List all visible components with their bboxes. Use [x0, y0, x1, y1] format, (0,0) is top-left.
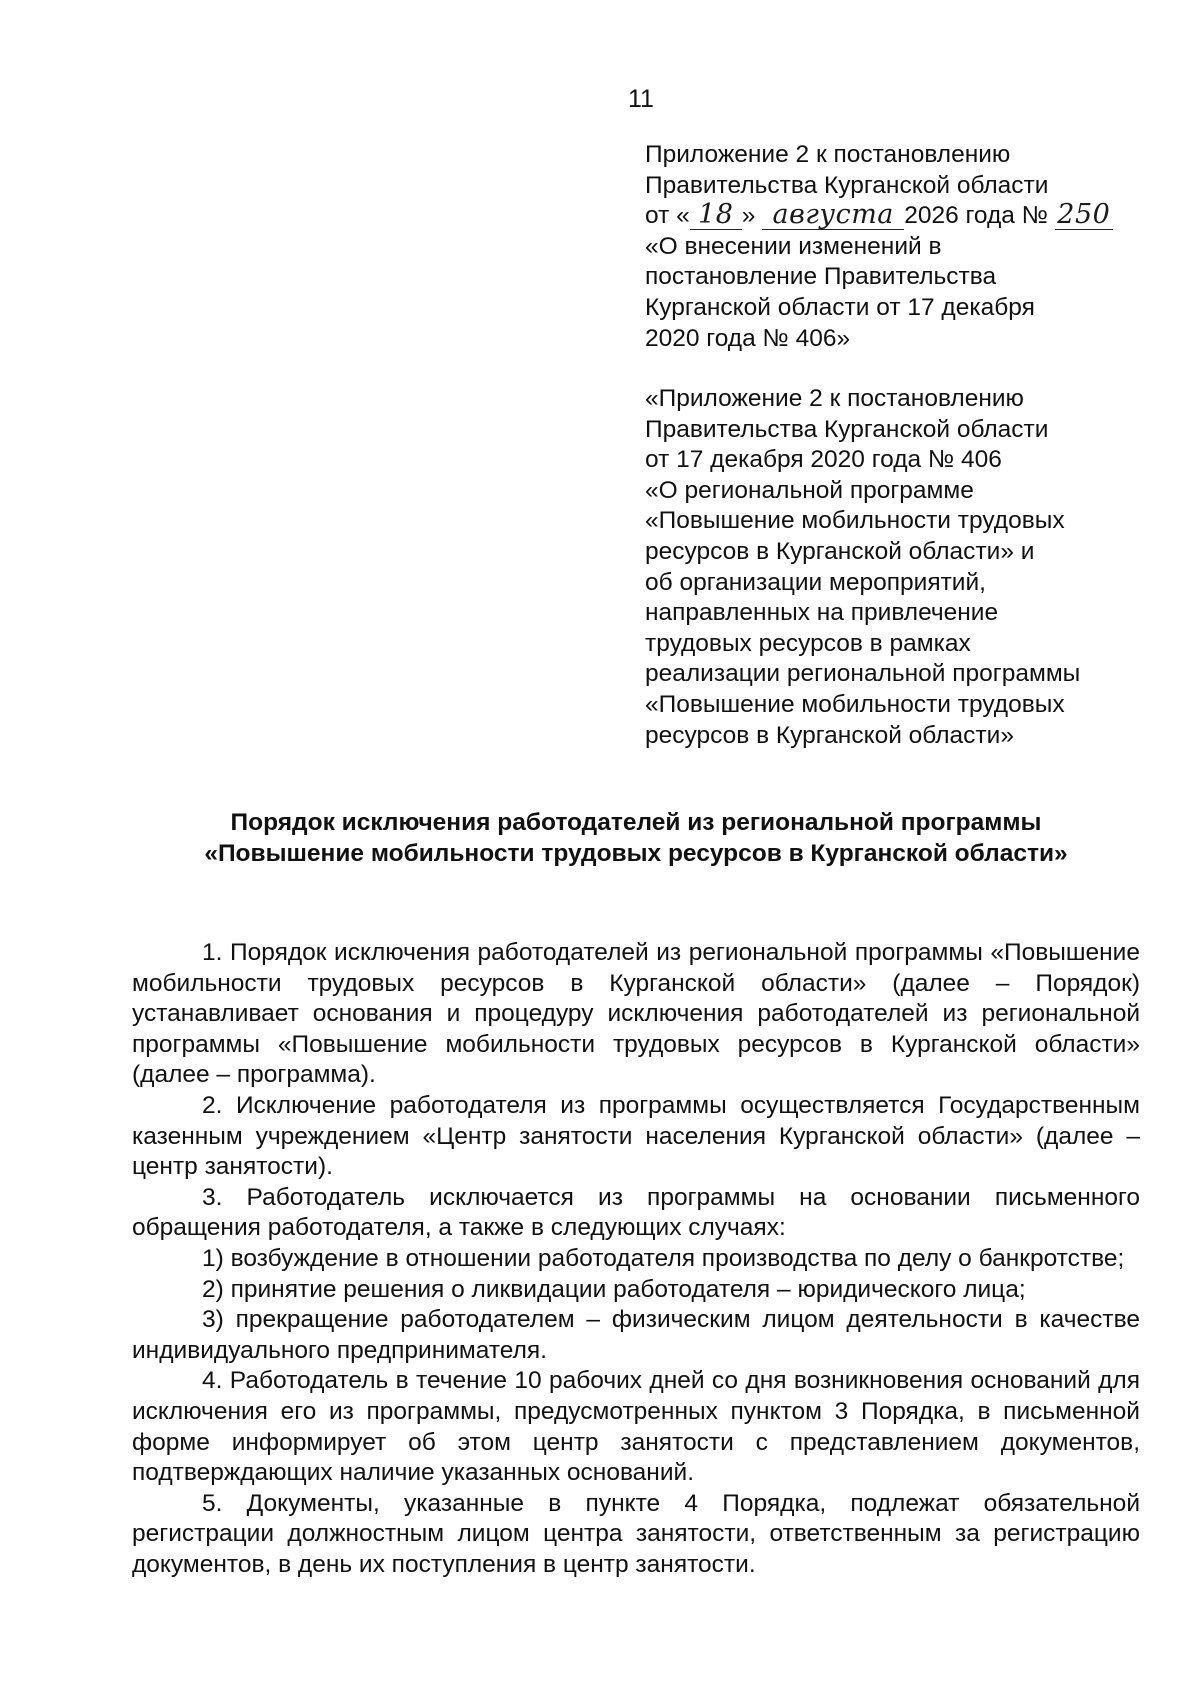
appendix-original-header: [645, 384, 1165, 751]
date-prefix: от «: [645, 202, 690, 230]
document-number-field: [1055, 199, 1113, 231]
handwritten-number: 250: [1057, 199, 1111, 231]
paragraph-4: 4. Работодатель в течение 10 рабочих дней со дня возникновения оснований для исключения его из программы, предусмотренных пунктом 3 Порядка, в письменной форме информирует об этом центр занятости с представлением документов, подтверждающих наличие указанных оснований.: [132, 1367, 1140, 1487]
paragraph-3-item-1: 1) возбуждение в отношении работодателя производства по делу о банкротстве;: [202, 1244, 1125, 1272]
appendix-line: «Повышение мобильности трудовых: [645, 690, 1065, 718]
date-year: 2026 года №: [904, 202, 1049, 230]
appendix-line: Курганской области от 17 декабря: [645, 293, 1035, 321]
appendix-date-line: [645, 201, 1165, 232]
appendix-line: направленных на привлечение: [645, 599, 999, 627]
appendix-line: «Повышение мобильности трудовых: [645, 507, 1065, 535]
appendix-line: «Приложение 2 к постановлению: [645, 385, 1024, 412]
appendix-line: постановление Правительства: [645, 263, 997, 291]
appendix-line: ресурсов в Курганской области»: [645, 721, 1014, 749]
page-number: 11: [628, 85, 654, 113]
paragraph-2: 2. Исключение работодателя из программы осуществляется Государственным казенным учреждением «Центр занятости населения Курганской области» (далее – центр занятости).: [132, 1091, 1140, 1181]
appendix-line: «О региональной программе: [645, 476, 974, 504]
paragraph-3-item-3: 3) прекращение работодателем – физическим лицом деятельности в качестве индивидуального предпринимателя.: [132, 1306, 1140, 1364]
appendix-line: трудовых ресурсов в рамках: [645, 629, 971, 657]
document-title: [100, 808, 1172, 869]
appendix-line: Правительства Курганской области: [645, 415, 1049, 443]
appendix-line: об организации мероприятий,: [645, 568, 986, 596]
appendix-amendment-header: [645, 140, 1165, 354]
date-month-field: [762, 199, 904, 231]
document-body: [132, 938, 1140, 1580]
appendix-line: Правительства Курганской области: [645, 171, 1049, 199]
appendix-line: ресурсов в Курганской области» и: [645, 537, 1035, 565]
appendix-line: 2020 года № 406»: [645, 324, 851, 352]
paragraph-1: 1. Порядок исключения работодателей из региональной программы «Повышение мобильности трудовых ресурсов в Курганской области» (далее – Порядок) устанавливает основания и процедуру исключения работодателей из региональной программы «Повышение мобильности трудовых ресурсов в Курганской области» (далее – программа).: [132, 939, 1140, 1089]
appendix-line: реализации региональной программы: [645, 660, 1081, 688]
date-mid: »: [741, 202, 756, 230]
document-title-line: «Повышение мобильности трудовых ресурсов в Курганской области»: [204, 839, 1068, 867]
paragraph-3: 3. Работодатель исключается из программы на основании письменного обращения работодателя, а также в следующих случаях:: [132, 1183, 1140, 1242]
handwritten-month: августа: [772, 199, 894, 231]
paragraph-3-item-2: 2) принятие решения о ликвидации работодателя – юридического лица;: [202, 1275, 1026, 1303]
appendix-line: Приложение 2 к постановлению: [645, 141, 1011, 168]
appendix-line: «О внесении изменений в: [645, 232, 942, 260]
date-day-field: [690, 199, 742, 231]
paragraph-5: 5. Документы, указанные в пункте 4 Порядка, подлежат обязательной регистрации должностным лицом центра занятости, ответственным за регистрацию документов, в день их поступления в центр занятости.: [132, 1489, 1140, 1578]
handwritten-day: 18: [698, 199, 734, 231]
appendix-line: от 17 декабря 2020 года № 406: [645, 446, 1002, 474]
document-title-line: Порядок исключения работодателей из региональной программы: [230, 809, 1042, 836]
